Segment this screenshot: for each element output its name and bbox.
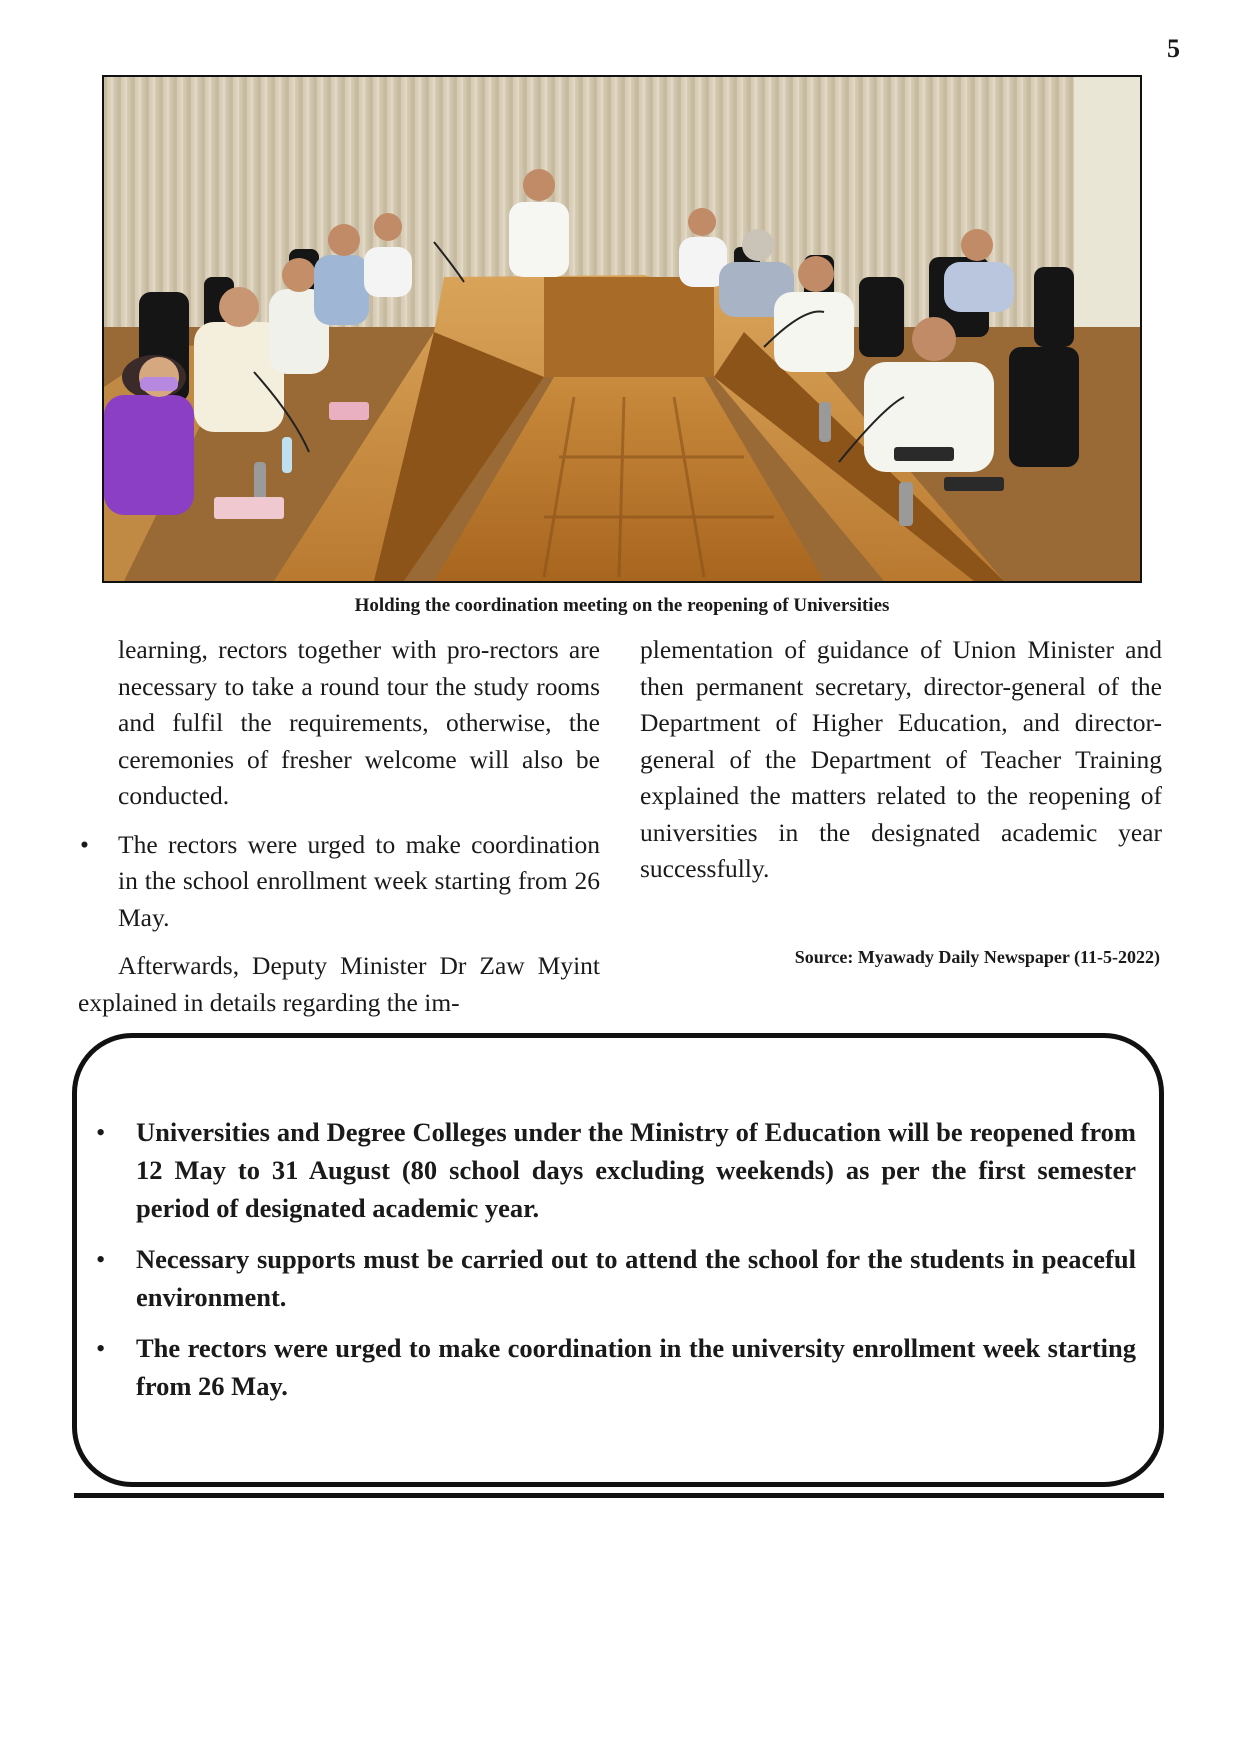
page-number: 5 — [1167, 34, 1180, 63]
bottom-rule — [74, 1493, 1164, 1498]
bullet-icon: • — [96, 1333, 106, 1363]
right-column — [640, 632, 1162, 888]
bullet-icon: • — [96, 1244, 106, 1274]
right-paragraph-1: plementation of guidance of Union Minister and then permanent secretary, director-general of the Department of Higher Education, and director-general of the Department of Teacher Training explained the matters related to the reopening of universities in the designated academic year successfully. — [640, 635, 1162, 883]
summary-item — [92, 1113, 1136, 1227]
bullet-icon: • — [80, 829, 89, 859]
summary-item-text: Necessary supports must be carried out to attend the school for the students in peaceful environment. — [136, 1244, 1136, 1312]
left-bullet-item — [78, 827, 600, 937]
summary-item — [92, 1329, 1136, 1405]
summary-item-text: The rectors were urged to make coordination in the university enrollment week starting from 26 May. — [136, 1333, 1136, 1401]
left-bullet-text: The rectors were urged to make coordination in the school enrollment week starting from 26 May. — [118, 829, 600, 932]
left-paragraph-2: Afterwards, Deputy Minister Dr Zaw Myint explained in details regarding the im- — [78, 951, 600, 1017]
meeting-photo — [102, 75, 1142, 583]
source-citation: Source: Myawady Daily Newspaper (11-5-2022) — [794, 947, 1160, 967]
summary-list — [92, 1113, 1136, 1418]
summary-item-text: Universities and Degree Colleges under the Ministry of Education will be reopened from 12 May to 31 August (80 school days excluding weekends) as per the first semester period of designated academic year. — [136, 1117, 1136, 1223]
left-paragraph-1: learning, rectors together with pro-rectors are necessary to take a round tour the study rooms and fulfil the requirements, otherwise, the ceremonies of fresher welcome will also be conducted. — [118, 635, 600, 810]
left-column — [78, 632, 600, 1021]
meeting-photo-illustration — [104, 77, 1140, 581]
bullet-icon: • — [96, 1117, 106, 1147]
photo-caption: Holding the coordination meeting on the reopening of Universities — [354, 595, 890, 616]
summary-item — [92, 1240, 1136, 1316]
